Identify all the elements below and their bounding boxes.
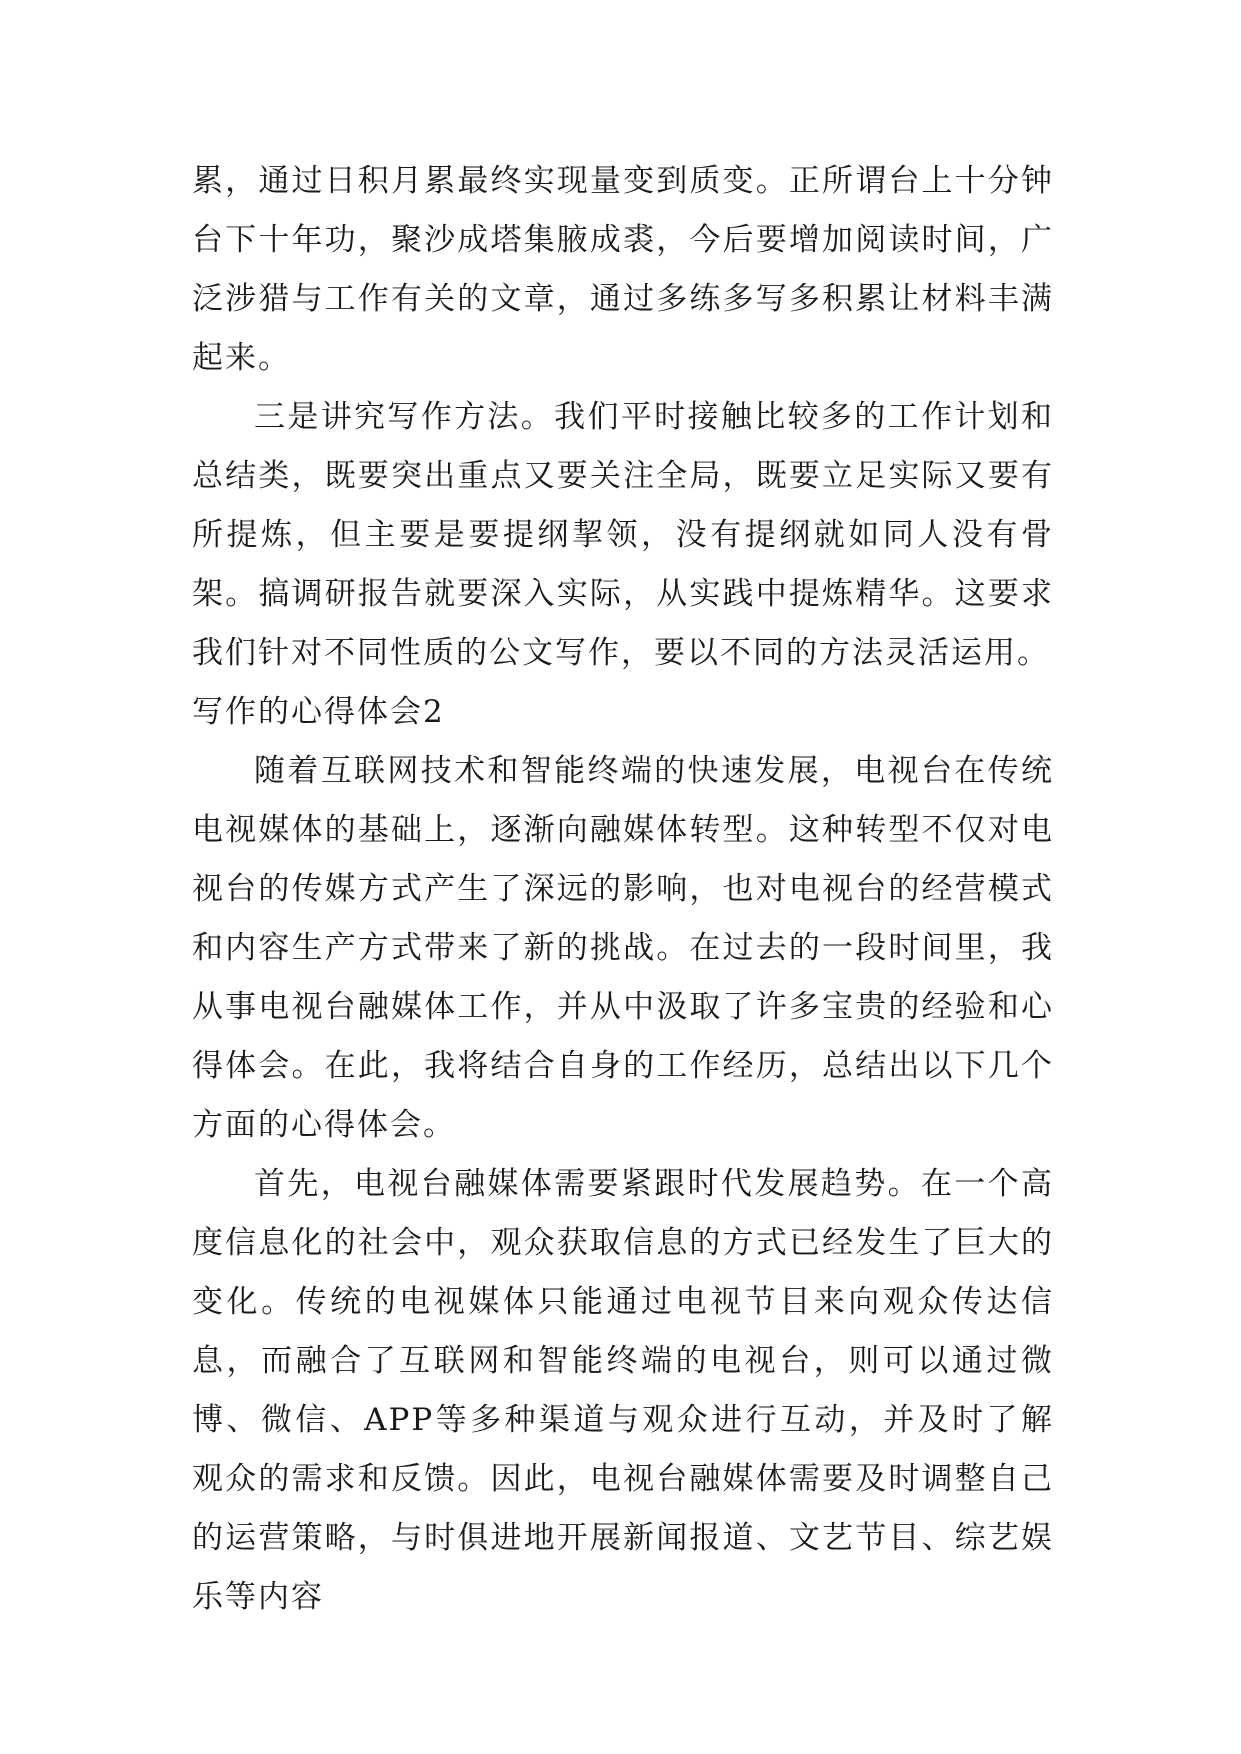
document-body	[192, 152, 1054, 1627]
paragraph-first-point: 首先，电视台融媒体需要紧跟时代发展趋势。在一个高度信息化的社会中，观众获取信息的方式已经发生了巨大的变化。传统的电视媒体只能通过电视节目来向观众传达信息，而融合了互联网和智能终端的电视台，则可以通过微博、微信、APP等多种渠道与观众进行互动，并及时了解观众的需求和反馈。因此，电视台融媒体需要及时调整自己的运营策略，与时俱进地开展新闻报道、文艺节目、综艺娱乐等内容	[192, 1166, 1054, 1615]
paragraph-continuation: 累，通过日积月累最终实现量变到质变。正所谓台上十分钟台下十年功，聚沙成塔集腋成裘，今后要增加阅读时间，广泛涉猎与工作有关的文章，通过多练多写多积累让材料丰满起来。	[192, 163, 1054, 376]
paragraph-writing-method: 三是讲究写作方法。我们平时接触比较多的工作计划和总结类，既要突出重点又要关注全局，既要立足实际又要有所提炼，但主要是要提纲挈领，没有提纲就如同人没有骨架。搞调研报告就要深入实际，从实践中提炼精华。这要求我们针对不同性质的公文写作，要以不同的方法灵活运用。	[192, 399, 1054, 671]
paragraph-intro: 随着互联网技术和智能终端的快速发展，电视台在传统电视媒体的基础上，逐渐向融媒体转型。这种转型不仅对电视台的传媒方式产生了深远的影响，也对电视台的经营模式和内容生产方式带来了新的挑战。在过去的一段时间里，我从事电视台融媒体工作，并从中汲取了许多宝贵的经验和心得体会。在此，我将结合自身的工作经历，总结出以下几个方面的心得体会。	[192, 753, 1054, 1143]
section-heading: 写作的心得体会2	[192, 694, 445, 730]
